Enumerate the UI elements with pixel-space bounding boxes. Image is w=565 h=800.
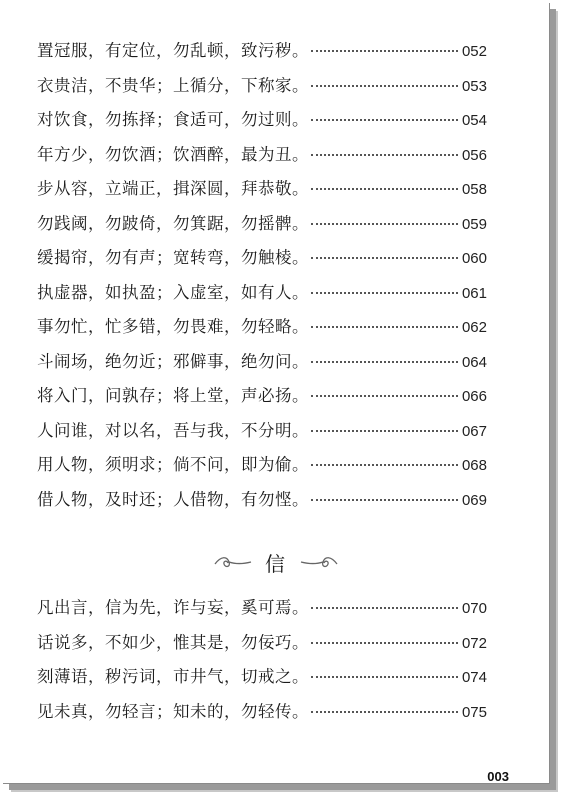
dot-leader: [311, 676, 458, 678]
dot-leader: [311, 642, 458, 644]
toc-entry-text: 将入门，问孰存；将上堂，声必扬。: [37, 386, 309, 405]
dot-leader: [311, 154, 458, 156]
toc-entry-text: 人问谁，对以名，吾与我，不分明。: [37, 420, 309, 440]
dot-leader: [311, 430, 458, 432]
toc-entry-text: 用人物，须明求；倘不问，即为偷。: [37, 455, 309, 474]
toc-entry-page: 066: [461, 388, 487, 405]
right-ornament-icon: [299, 554, 339, 570]
page-number: 003: [487, 769, 509, 784]
dot-leader: [311, 395, 458, 397]
toc-entry-text: 事勿忙，忙多错，勿畏难，勿轻略。: [37, 317, 309, 336]
toc-entry-page: 075: [461, 703, 487, 721]
toc-entry-page: 056: [461, 146, 487, 164]
toc-entry-page: 072: [461, 634, 487, 652]
toc-entry[interactable]: [37, 594, 487, 618]
dot-leader: [311, 223, 458, 225]
toc-entry-text: 斗闹场，绝勿近；邪僻事，绝勿问。: [37, 351, 309, 371]
toc-entry[interactable]: [37, 279, 487, 303]
toc-entry-page: 061: [461, 284, 487, 302]
toc-entry-text: 执虚器，如执盈；入虚室，如有人。: [37, 282, 309, 302]
toc-entry-page: 052: [461, 43, 487, 60]
section-title: 信: [265, 551, 287, 576]
toc-entry[interactable]: [37, 629, 487, 653]
toc-entry-page: 062: [461, 319, 487, 336]
toc-entry[interactable]: [37, 348, 487, 372]
dot-leader: [311, 50, 458, 52]
dot-leader: [311, 188, 458, 190]
toc-entry-text: 话说多，不如少，惟其是，勿佞巧。: [37, 632, 309, 652]
toc-entry-text: 见未真，勿轻言；知未的，勿轻传。: [37, 701, 309, 721]
toc-entry[interactable]: [37, 451, 487, 475]
toc-entry-text: 勿践阈，勿跛倚，勿箕踞，勿摇髀。: [37, 213, 309, 233]
toc-entry-text: 步从容，立端正，揖深圆，拜恭敬。: [37, 179, 309, 198]
section-heading: [3, 547, 549, 577]
toc-entry-text: 对饮食，勿拣择；食适可，勿过则。: [37, 110, 309, 129]
toc-entry[interactable]: [37, 37, 487, 61]
dot-leader: [311, 607, 458, 609]
toc-entry[interactable]: [37, 663, 487, 687]
toc-entry[interactable]: [37, 210, 487, 234]
left-ornament-icon: [213, 554, 253, 570]
toc-entry-page: 067: [461, 422, 487, 440]
toc-entry[interactable]: [37, 698, 487, 722]
toc-entry-page: 053: [461, 77, 487, 95]
dot-leader: [311, 499, 458, 501]
toc-entry-page: 068: [461, 457, 487, 474]
toc-entry-page: 070: [461, 600, 487, 617]
toc-entry-page: 064: [461, 353, 487, 371]
toc-entry-page: 058: [461, 181, 487, 198]
dot-leader: [311, 361, 458, 363]
dot-leader: [311, 85, 458, 87]
toc-entry-text: 刻薄语，秽污词，市井气，切戒之。: [37, 667, 309, 686]
toc-entry-page: 054: [461, 112, 487, 129]
dot-leader: [311, 119, 458, 121]
toc-entry[interactable]: [37, 313, 487, 337]
toc-entry-text: 年方少，勿饮酒；饮酒醉，最为丑。: [37, 144, 309, 164]
dot-leader: [311, 326, 458, 328]
toc-entry-text: 借人物，及时还；人借物，有勿悭。: [37, 489, 309, 509]
toc-page: [3, 3, 550, 784]
dot-leader: [311, 292, 458, 294]
toc-entry[interactable]: [37, 175, 487, 199]
toc-entry-text: 缓揭帘，勿有声；宽转弯，勿触棱。: [37, 248, 309, 267]
toc-entry[interactable]: [37, 417, 487, 441]
toc-entry-text: 凡出言，信为先，诈与妄，奚可焉。: [37, 598, 309, 617]
toc-entry[interactable]: [37, 382, 487, 406]
toc-entry-page: 060: [461, 250, 487, 267]
toc-entry[interactable]: [37, 244, 487, 268]
dot-leader: [311, 464, 458, 466]
toc-entry[interactable]: [37, 141, 487, 165]
toc-entry-text: 衣贵洁，不贵华；上循分，下称家。: [37, 75, 309, 95]
toc-entry[interactable]: [37, 106, 487, 130]
toc-entry[interactable]: [37, 486, 487, 510]
dot-leader: [311, 711, 458, 713]
toc-entry[interactable]: [37, 72, 487, 96]
toc-entry-page: 059: [461, 215, 487, 233]
dot-leader: [311, 257, 458, 259]
toc-entry-page: 069: [461, 491, 487, 509]
toc-entry-text: 置冠服，有定位，勿乱顿，致污秽。: [37, 41, 309, 60]
toc-entry-page: 074: [461, 669, 487, 686]
